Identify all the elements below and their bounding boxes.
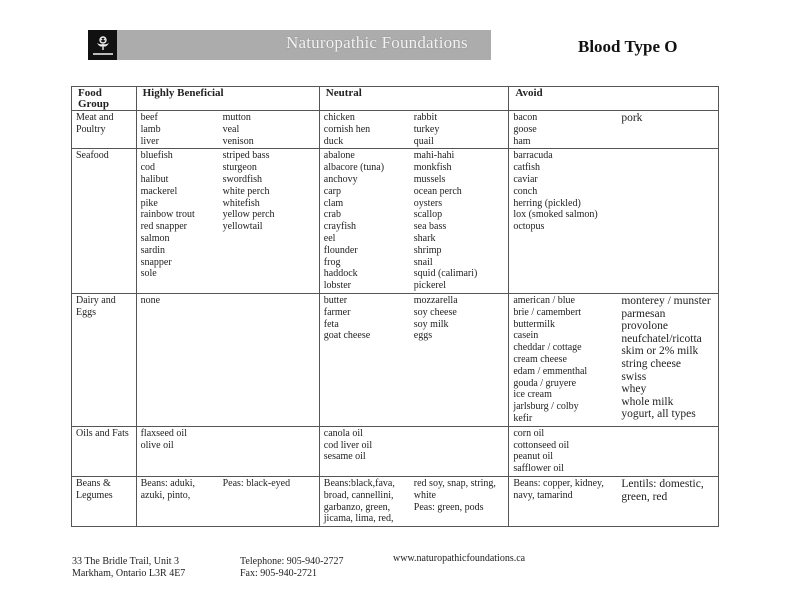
food-item: monkfish: [413, 162, 452, 174]
food-item: lamb: [140, 123, 161, 135]
food-item: barracuda: [513, 150, 553, 162]
beneficial-column: [223, 112, 303, 147]
food-item: liver: [140, 135, 159, 147]
food-group-cell: Dairy and Eggs: [72, 293, 137, 426]
flower-emblem-icon: [95, 35, 111, 51]
address-line-1: 33 The Bridle Trail, Unit 3: [72, 556, 180, 567]
avoid-cell: [509, 149, 719, 294]
food-item: brie / camembert: [513, 306, 582, 318]
neutral-column: [414, 478, 499, 525]
food-item: olive oil: [140, 439, 174, 451]
food-item: goat cheese: [323, 330, 371, 342]
food-chart-table: [71, 86, 719, 527]
food-item: garbanzo, green,: [323, 501, 391, 513]
avoid-column: [621, 112, 711, 147]
food-item: canola oil: [323, 427, 363, 439]
food-item: cod liver oil: [323, 439, 373, 451]
food-item: halibut: [140, 173, 169, 185]
beneficial-column: [141, 295, 223, 307]
food-item: navy, tamarind: [513, 489, 573, 501]
avoid-column: [513, 112, 621, 147]
neutral-cell: [319, 111, 509, 149]
food-item: striped bass: [222, 150, 270, 162]
neutral-column: [324, 295, 414, 342]
neutral-cell: [319, 293, 509, 426]
food-item: azuki, pinto,: [140, 489, 191, 501]
beneficial-cell: [136, 111, 319, 149]
fax: Fax: 905-940-2721: [240, 568, 317, 579]
food-item: jarlsburg / colby: [513, 401, 579, 413]
food-item: whey: [621, 383, 647, 396]
neutral-cell: [319, 149, 509, 294]
table-row: [72, 293, 719, 426]
food-item: safflower oil: [513, 463, 564, 475]
food-item: gouda / gruyere: [513, 377, 577, 389]
food-item: anchovy: [323, 173, 358, 185]
food-item: red soy, snap, string,: [413, 477, 496, 489]
avoid-cell: [509, 476, 719, 526]
food-item: venison: [222, 135, 254, 147]
food-item: yellow perch: [222, 209, 275, 221]
neutral-column: [414, 112, 499, 147]
page-title: Blood Type O: [578, 37, 678, 56]
food-item: conch: [513, 185, 538, 197]
telephone: Telephone: 905-940-2727: [240, 556, 344, 567]
footer-contact: [240, 556, 343, 580]
food-item: pickerel: [413, 280, 446, 292]
food-item: beef: [140, 112, 158, 123]
food-item: turkey: [413, 123, 440, 135]
food-item: rainbow trout: [140, 209, 195, 221]
avoid-column: [621, 478, 711, 503]
table-row: [72, 111, 719, 149]
food-item: mutton: [222, 112, 251, 123]
food-item: whitefish: [222, 197, 260, 209]
food-item: Beans: aduki,: [140, 477, 196, 489]
food-item: peanut oil: [513, 451, 554, 463]
neutral-cell: [319, 426, 509, 476]
column-header-avoid: Avoid: [509, 87, 719, 111]
neutral-column: [324, 150, 414, 292]
beneficial-column: [223, 150, 303, 280]
food-item: sardin: [140, 244, 166, 256]
beneficial-cell: [136, 293, 319, 426]
food-item: string cheese: [621, 357, 682, 370]
beneficial-cell: [136, 149, 319, 294]
food-item: cornish hen: [323, 123, 371, 135]
food-item: pike: [140, 197, 158, 209]
food-item: mozzarella: [413, 294, 458, 306]
food-item: frog: [323, 256, 341, 268]
avoid-cell: [509, 111, 719, 149]
food-item: farmer: [323, 306, 351, 318]
column-header-food-group: Food Group: [72, 87, 137, 111]
food-item: goose: [513, 123, 537, 135]
avoid-column: [513, 295, 621, 425]
food-item: scallop: [413, 209, 443, 221]
website-link[interactable]: www.naturopathicfoundations.ca: [393, 553, 526, 564]
food-item: herring (pickled): [513, 197, 581, 209]
food-item: cod: [140, 162, 156, 174]
food-item: duck: [323, 135, 344, 147]
food-item: ocean perch: [413, 185, 462, 197]
food-item: white perch: [222, 185, 270, 197]
food-item: provolone: [621, 320, 668, 333]
food-item: Lentils: domestic,: [621, 477, 704, 490]
food-item: crayfish: [323, 221, 356, 233]
food-item: feta: [323, 318, 339, 330]
food-item: swiss: [621, 370, 647, 383]
food-item: Peas: black-eyed: [222, 477, 291, 489]
food-item: chicken: [323, 112, 355, 123]
banner-title: Naturopathic Foundations: [286, 33, 468, 52]
column-header-highly-beneficial: Highly Beneficial: [136, 87, 319, 111]
food-item: neufchatel/ricotta: [621, 332, 702, 345]
food-item: clam: [323, 197, 344, 209]
food-item: eel: [323, 232, 336, 244]
food-item: crab: [323, 209, 341, 221]
food-item: salmon: [140, 232, 170, 244]
food-item: soy cheese: [413, 306, 457, 318]
food-item: edam / emmenthal: [513, 365, 588, 377]
food-item: haddock: [323, 268, 358, 280]
food-item: skim or 2% milk: [621, 345, 699, 358]
food-item: lobster: [323, 280, 351, 292]
food-item: none: [140, 294, 161, 306]
food-item: green, red: [621, 490, 668, 503]
neutral-column: [324, 428, 414, 463]
food-item: red snapper: [140, 221, 187, 233]
food-item: casein: [513, 330, 539, 342]
food-item: bacon: [513, 112, 538, 123]
food-item: squid (calimari): [413, 268, 478, 280]
food-item: cheddar / cottage: [513, 342, 582, 354]
neutral-column: [414, 150, 499, 292]
food-item: albacore (tuna): [323, 162, 385, 174]
food-item: mackerel: [140, 185, 178, 197]
food-item: butter: [323, 294, 348, 306]
food-item: bluefish: [140, 150, 173, 162]
food-item: cottonseed oil: [513, 439, 570, 451]
food-item: abalone: [323, 150, 355, 162]
food-item: snapper: [140, 256, 172, 268]
food-item: jicama, lima, red,: [323, 513, 394, 525]
food-item: soy milk: [413, 318, 449, 330]
table-header-row: [72, 87, 719, 111]
beneficial-column: [141, 428, 223, 452]
food-item: oysters: [413, 197, 443, 209]
beneficial-cell: [136, 426, 319, 476]
food-item: mussels: [413, 173, 446, 185]
food-group-cell: Oils and Fats: [72, 426, 137, 476]
food-item: cream cheese: [513, 353, 567, 365]
food-item: quail: [413, 135, 434, 147]
avoid-column: [513, 428, 621, 475]
food-item: catfish: [513, 162, 540, 174]
food-item: white: [413, 489, 436, 501]
food-item: shrimp: [413, 244, 442, 256]
column-header-neutral: Neutral: [319, 87, 509, 111]
food-group-cell: Beans & Legumes: [72, 476, 137, 526]
beneficial-column: [223, 478, 303, 502]
food-item: corn oil: [513, 427, 545, 439]
food-item: pork: [621, 112, 643, 124]
neutral-column: [414, 295, 499, 342]
avoid-cell: [509, 293, 719, 426]
food-item: yogurt, all types: [621, 408, 696, 421]
food-item: caviar: [513, 173, 538, 185]
food-item: eggs: [413, 330, 433, 342]
beneficial-column: [141, 478, 223, 502]
food-item: ham: [513, 135, 531, 147]
food-item: sesame oil: [323, 451, 366, 463]
table-row: [72, 476, 719, 526]
food-item: sturgeon: [222, 162, 257, 174]
food-item: lox (smoked salmon): [513, 209, 598, 221]
food-item: swordfish: [222, 173, 263, 185]
beneficial-column: [141, 112, 223, 147]
table-row: [72, 149, 719, 294]
food-item: kefir: [513, 412, 533, 424]
footer-address: [72, 556, 185, 580]
beneficial-cell: [136, 476, 319, 526]
food-item: monterey / munster: [621, 294, 711, 307]
food-item: buttermilk: [513, 318, 555, 330]
food-item: veal: [222, 123, 240, 135]
food-item: broad, cannellini,: [323, 489, 394, 501]
food-item: whole milk: [621, 395, 674, 408]
food-item: flounder: [323, 244, 358, 256]
avoid-column: [513, 150, 621, 233]
food-item: Peas: green, pods: [413, 501, 484, 513]
avoid-cell: [509, 426, 719, 476]
beneficial-column: [141, 150, 223, 280]
food-item: sea bass: [413, 221, 447, 233]
neutral-cell: [319, 476, 509, 526]
food-group-cell: Meat and Poultry: [72, 111, 137, 149]
food-group-cell: Seafood: [72, 149, 137, 294]
food-item: Beans:black,fava,: [323, 477, 395, 489]
food-item: yellowtail: [222, 221, 263, 233]
food-item: rabbit: [413, 112, 438, 123]
food-item: snail: [413, 256, 433, 268]
food-item: carp: [323, 185, 341, 197]
table-row: [72, 426, 719, 476]
food-item: mahi-hahi: [413, 150, 455, 162]
address-line-2: Markham, Ontario L3R 4E7: [72, 568, 186, 579]
food-item: octopus: [513, 221, 545, 233]
neutral-column: [324, 112, 414, 147]
logo-caption: [93, 53, 113, 55]
neutral-column: [324, 478, 414, 525]
food-item: Beans: copper, kidney,: [513, 477, 604, 489]
food-item: flaxseed oil: [140, 427, 187, 439]
food-item: american / blue: [513, 294, 575, 306]
food-item: sole: [140, 268, 157, 280]
food-item: ice cream: [513, 389, 552, 401]
logo: [88, 30, 117, 60]
food-item: parmesan: [621, 307, 666, 320]
food-item: shark: [413, 232, 436, 244]
avoid-column: [621, 295, 711, 425]
avoid-column: [513, 478, 621, 503]
